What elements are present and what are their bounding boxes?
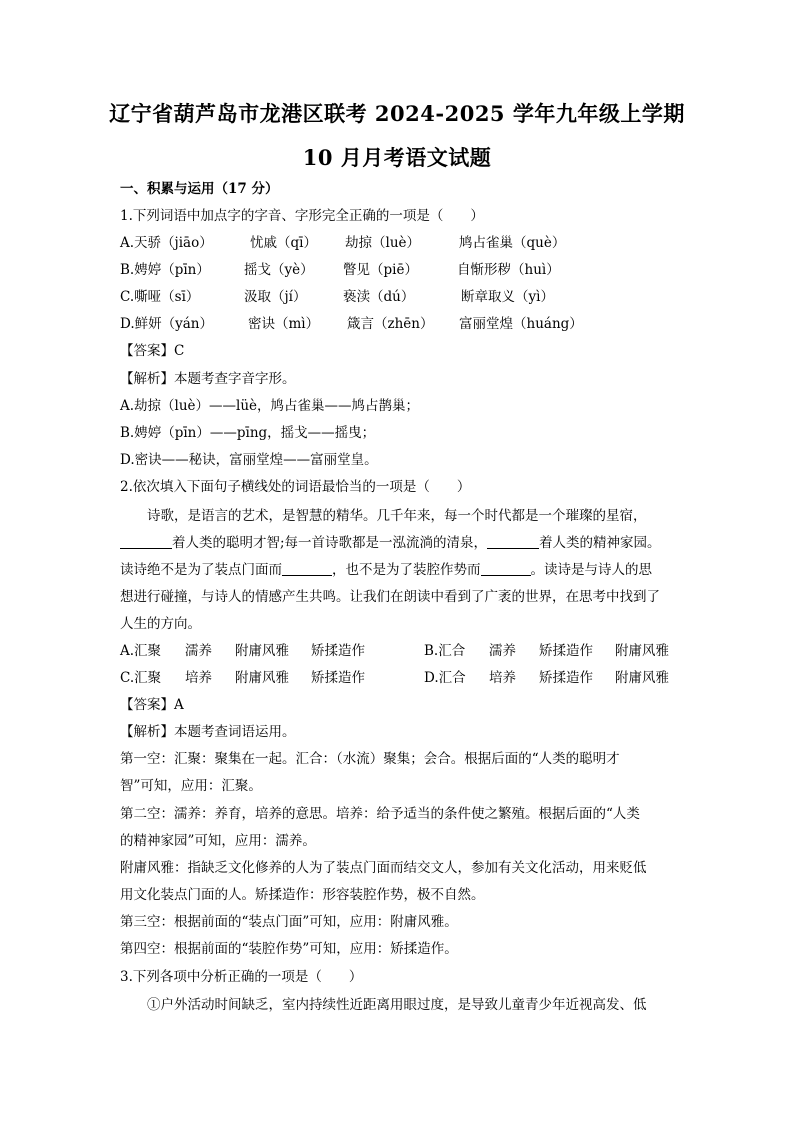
passage-line-5: 人生的方向。 xyxy=(120,616,201,632)
question-1-analysis-3: D.密诀——秘诀，富丽堂煌——富丽堂皇。 xyxy=(120,452,378,468)
q1-option-b-4: 自惭形秽（huì） xyxy=(457,262,560,278)
passage-text: ，也不是为了装腔作势而 xyxy=(332,562,481,578)
q1-option-d-4: 富丽堂煌（huáng） xyxy=(459,316,583,332)
passage-text: 着人类的精神家园。 xyxy=(539,535,661,551)
q2-option-c-3: 附庸风雅 xyxy=(235,670,289,686)
q2-option-d-1: D.汇合 xyxy=(424,670,466,686)
q1-option-c-4: 断章取义（yì） xyxy=(461,289,554,305)
q2-option-d-4: 附庸风雅 xyxy=(615,670,669,686)
question-3-stem: 3.下列各项中分析正确的一项是（ ） xyxy=(120,969,363,985)
question-2-analysis-3: 第二空：濡养：养育，培养的意思。培养：给予适当的条件使之繁殖。根据后面的“人类 xyxy=(120,806,640,822)
q2-option-a-4: 矫揉造作 xyxy=(311,643,365,659)
passage-text: 读诗绝不是为了装点门面而 xyxy=(120,562,282,578)
passage-line-3 xyxy=(120,561,652,579)
section-heading: 一、积累与运用（17 分） xyxy=(120,181,279,197)
passage-line-1: 诗歌，是语言的艺术，是智慧的精华。几千年来，每一个时代都是一个璀璨的星宿， xyxy=(147,508,647,524)
q1-option-c-2: 汲取（jí） xyxy=(244,289,307,305)
question-2-analysis-5: 附庸风雅：指缺乏文化修养的人为了装点门面而结交文人，参加有关文化活动，用来贬低 xyxy=(120,860,647,876)
q2-option-a-2: 濡养 xyxy=(185,643,212,659)
fill-blank-1 xyxy=(120,534,172,549)
passage-line-2 xyxy=(120,534,661,552)
q1-option-d-2: 密诀（mì） xyxy=(248,316,320,332)
q2-option-b-4: 附庸风雅 xyxy=(615,643,669,659)
passage-text: 着人类的聪明才智;每一首诗歌都是一泓流淌的清泉， xyxy=(172,535,488,551)
question-2-analysis-4: 的精神家园”可知，应用：濡养。 xyxy=(120,833,316,849)
question-2-analysis-1: 第一空：汇聚：聚集在一起。汇合：（水流）聚集；会合。根据后面的“人类的聪明才 xyxy=(120,751,620,767)
q1-option-b-1: B.娉婷（pīn） xyxy=(120,262,210,278)
question-2-analysis-0: 【解析】本题考查词语运用。 xyxy=(120,724,296,740)
q2-option-c-4: 矫揉造作 xyxy=(311,670,365,686)
question-2-analysis-7: 第三空：根据前面的“装点门面”可知，应用：附庸风雅。 xyxy=(120,914,458,930)
q2-option-a-3: 附庸风雅 xyxy=(235,643,289,659)
q2-option-a-1: A.汇聚 xyxy=(120,643,162,659)
question-1-analysis-0: 【解析】本题考查字音字形。 xyxy=(120,371,296,387)
question-2-analysis-2: 智”可知，应用：汇聚。 xyxy=(120,778,262,794)
q1-option-c-3: 亵渎（dú） xyxy=(343,289,415,305)
q1-option-a-3: 劫掠（luè） xyxy=(345,235,421,251)
fill-blank-2 xyxy=(487,534,539,549)
question-2-analysis-6: 用文化装点门面的人。矫揉造作：形容装腔作势，极不自然。 xyxy=(120,887,485,903)
passage-text: 。读诗是与诗人的思 xyxy=(530,562,652,578)
q2-option-d-3: 矫揉造作 xyxy=(539,670,593,686)
question-2-stem: 2.依次填入下面句子横线处的词语最恰当的一项是（ ） xyxy=(120,479,471,495)
q2-option-b-2: 濡养 xyxy=(489,643,516,659)
question-1-analysis-2: B.娉婷（pīn）——pīng，摇戈——摇曳； xyxy=(120,425,376,441)
question-1-answer: 【答案】C xyxy=(120,343,185,359)
q1-option-d-1: D.鲜妍（yán） xyxy=(120,316,214,332)
passage-line-4: 想进行碰撞，与诗人的情感产生共鸣。让我们在朗读中看到了广袤的世界，在思考中找到了 xyxy=(120,589,660,605)
q1-option-a-4: 鸠占雀巢（què） xyxy=(459,235,566,251)
q2-option-c-1: C.汇聚 xyxy=(120,670,162,686)
q2-option-b-1: B.汇合 xyxy=(424,643,466,659)
q1-option-b-2: 摇戈（yè） xyxy=(244,262,314,278)
fill-blank-3 xyxy=(282,561,332,576)
document-title-line1: 辽宁省葫芦岛市龙港区联考 2024-2025 学年九年级上学期 xyxy=(109,101,685,126)
q1-option-b-3: 瞥见（piē） xyxy=(343,262,418,278)
q2-option-b-3: 矫揉造作 xyxy=(539,643,593,659)
fill-blank-4 xyxy=(481,561,531,576)
question-2-analysis-8: 第四空：根据前面的“装腔作势”可知，应用：矫揉造作。 xyxy=(120,941,458,957)
question-2-answer: 【答案】A xyxy=(120,697,184,713)
q1-option-d-3: 箴言（zhēn） xyxy=(347,316,434,332)
q1-option-a-2: 忧戚（qī） xyxy=(250,235,317,251)
question-3-line-1: ①户外活动时间缺乏，室内持续性近距离用眼过度，是导致儿童青少年近视高发、低 xyxy=(147,997,647,1013)
question-1-stem: 1.下列词语中加点字的字音、字形完全正确的一项是（ ） xyxy=(120,208,484,224)
q2-option-c-2: 培养 xyxy=(185,670,212,686)
q1-option-c-1: C.嘶哑（sī） xyxy=(120,289,200,305)
q1-option-a-1: A.天骄（jiāo） xyxy=(120,235,213,251)
q2-option-d-2: 培养 xyxy=(489,670,516,686)
document-title-line2: 10 月月考语文试题 xyxy=(302,145,492,170)
question-1-analysis-1: A.劫掠（luè）——lüè，鸠占雀巢——鸠占鹊巢； xyxy=(120,398,420,414)
